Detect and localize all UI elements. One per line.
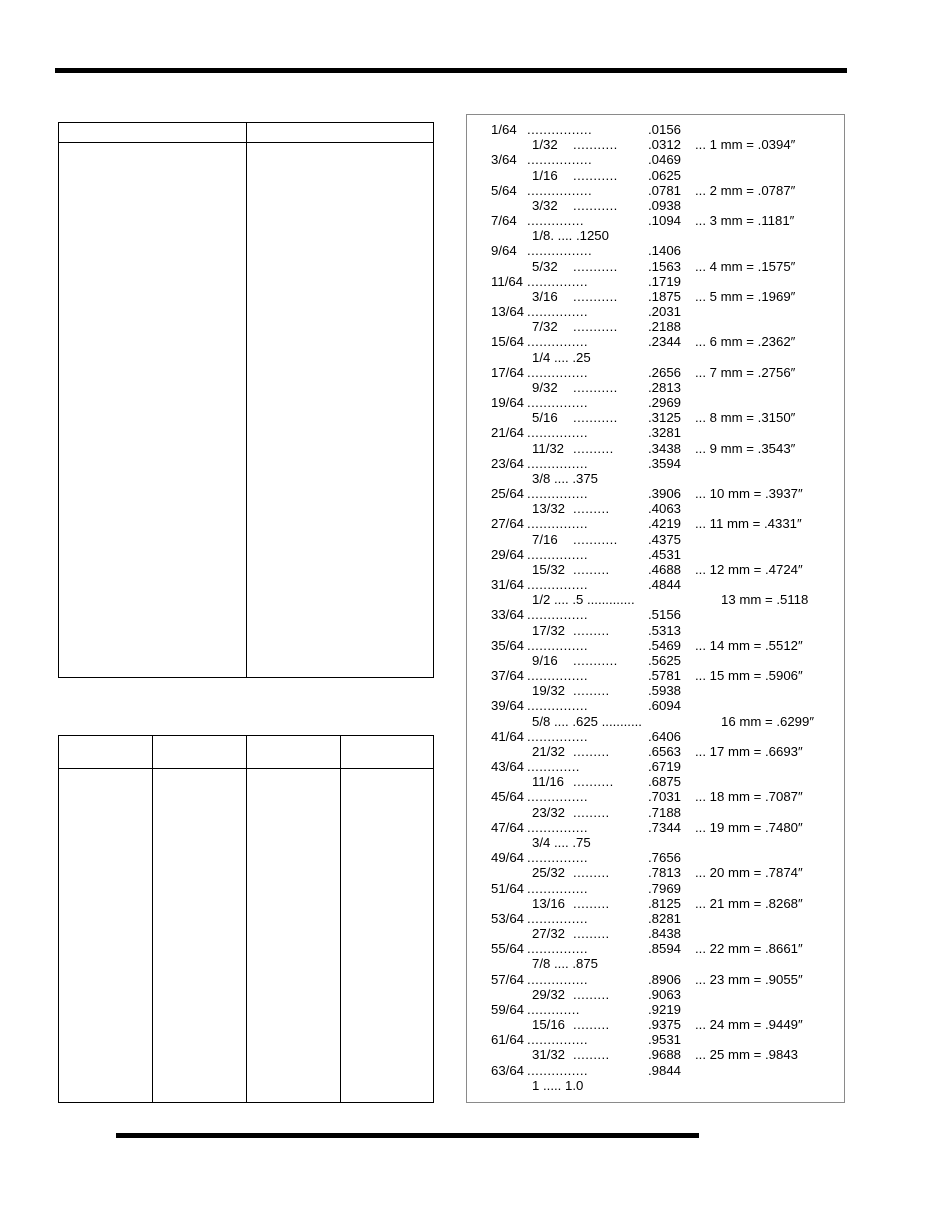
dot-leader: ......... bbox=[573, 986, 610, 1002]
conversion-row bbox=[467, 486, 844, 502]
millimeter-equivalent: 13 mm = .5118 bbox=[721, 592, 809, 608]
decimal-value: .7188 bbox=[648, 804, 682, 820]
conversion-row bbox=[467, 152, 844, 168]
dot-leader: ............... bbox=[527, 880, 588, 896]
conversion-row bbox=[467, 350, 844, 366]
fraction-label: 49/64 bbox=[491, 850, 525, 866]
dot-leader: ................ bbox=[527, 152, 593, 168]
fraction-label: 53/64 bbox=[491, 910, 525, 926]
decimal-value: .5938 bbox=[648, 683, 682, 699]
dot-leader: .............. bbox=[527, 213, 584, 229]
fraction-label: 3/4 .... .75 bbox=[532, 834, 591, 850]
fraction-label: 31/64 bbox=[491, 577, 525, 593]
conversion-row bbox=[467, 850, 844, 866]
conversion-row bbox=[467, 380, 844, 396]
blank-table-two-column bbox=[58, 122, 434, 678]
decimal-value: .6875 bbox=[648, 774, 682, 790]
millimeter-equivalent: ... 5 mm = .1969″ bbox=[695, 288, 796, 304]
fraction-label: 61/64 bbox=[491, 1032, 525, 1048]
conversion-row bbox=[467, 1032, 844, 1048]
decimal-value: .8594 bbox=[648, 941, 682, 957]
conversion-row bbox=[467, 1078, 844, 1094]
decimal-value: .2969 bbox=[648, 395, 682, 411]
conversion-row bbox=[467, 334, 844, 350]
conversion-row bbox=[467, 304, 844, 320]
fraction-label: 17/64 bbox=[491, 364, 525, 380]
decimal-value: .2188 bbox=[648, 319, 682, 335]
dot-leader: ......... bbox=[573, 622, 610, 638]
decimal-value: .5781 bbox=[648, 668, 682, 684]
dot-leader: ............... bbox=[527, 728, 588, 744]
conversion-row bbox=[467, 259, 844, 275]
conversion-row bbox=[467, 122, 844, 138]
conversion-row bbox=[467, 820, 844, 836]
dot-leader: ............... bbox=[527, 334, 588, 350]
dot-leader: ............... bbox=[527, 516, 588, 532]
decimal-value: .0469 bbox=[648, 152, 682, 168]
dot-leader: ............. bbox=[527, 1001, 580, 1017]
dot-leader: ............... bbox=[527, 789, 588, 805]
dot-leader: ............... bbox=[527, 910, 588, 926]
dot-leader: ........... bbox=[573, 319, 618, 335]
conversion-row bbox=[467, 532, 844, 548]
dot-leader: ............... bbox=[527, 850, 588, 866]
conversion-row bbox=[467, 729, 844, 745]
decimal-value: .3594 bbox=[648, 455, 682, 471]
fraction-label: 57/64 bbox=[491, 971, 525, 987]
dot-leader: ......... bbox=[573, 895, 610, 911]
conversion-row bbox=[467, 972, 844, 988]
conversion-row bbox=[467, 789, 844, 805]
fraction-label: 63/64 bbox=[491, 1062, 525, 1078]
dot-leader: ............... bbox=[527, 668, 588, 684]
column-divider bbox=[246, 123, 247, 677]
conversion-row bbox=[467, 168, 844, 184]
decimal-value: .9063 bbox=[648, 986, 682, 1002]
fraction-label: 23/64 bbox=[491, 455, 525, 471]
fraction-label: 39/64 bbox=[491, 698, 525, 714]
conversion-row bbox=[467, 865, 844, 881]
fraction-label: 21/64 bbox=[491, 425, 525, 441]
dot-leader: ........... bbox=[573, 197, 618, 213]
dot-leader: ............. bbox=[527, 759, 580, 775]
dot-leader: ......... bbox=[573, 683, 610, 699]
fraction-label: 15/16 bbox=[532, 1017, 566, 1033]
fraction-label: 55/64 bbox=[491, 941, 525, 957]
fraction-label: 43/64 bbox=[491, 759, 525, 775]
decimal-value: .1875 bbox=[648, 288, 682, 304]
conversion-row bbox=[467, 683, 844, 699]
fraction-label: 45/64 bbox=[491, 789, 525, 805]
decimal-value: .7031 bbox=[648, 789, 682, 805]
conversion-row bbox=[467, 926, 844, 942]
conversion-row bbox=[467, 774, 844, 790]
decimal-value: .9531 bbox=[648, 1032, 682, 1048]
millimeter-equivalent: ... 9 mm = .3543″ bbox=[695, 440, 796, 456]
fraction-label: 5/16 bbox=[532, 410, 558, 426]
conversion-row bbox=[467, 1002, 844, 1018]
millimeter-equivalent: ... 20 mm = .7874″ bbox=[695, 865, 803, 881]
dot-leader: ........... bbox=[573, 288, 618, 304]
millimeter-equivalent: ... 22 mm = .8661″ bbox=[695, 941, 803, 957]
conversion-row bbox=[467, 137, 844, 153]
millimeter-equivalent: ... 6 mm = .2362″ bbox=[695, 334, 796, 350]
decimal-value: .8125 bbox=[648, 895, 682, 911]
conversion-row bbox=[467, 1047, 844, 1063]
conversion-row bbox=[467, 547, 844, 563]
millimeter-equivalent: ... 25 mm = .9843 bbox=[695, 1047, 798, 1063]
decimal-value: .4844 bbox=[648, 577, 682, 593]
decimal-value: .4688 bbox=[648, 561, 682, 577]
conversion-row bbox=[467, 653, 844, 669]
decimal-value: .1719 bbox=[648, 273, 682, 289]
decimal-value: .8438 bbox=[648, 926, 682, 941]
conversion-row bbox=[467, 183, 844, 199]
fraction-label: 7/32 bbox=[532, 319, 558, 335]
dot-leader: ............... bbox=[527, 546, 588, 562]
dot-leader: ............... bbox=[527, 273, 588, 289]
fraction-label: 1/4 .... .25 bbox=[532, 349, 591, 365]
dot-leader: ........... bbox=[573, 137, 618, 153]
fraction-label: 25/32 bbox=[532, 865, 566, 881]
dot-leader: ........... bbox=[573, 167, 618, 183]
decimal-value: .1406 bbox=[648, 243, 682, 259]
blank-table-four-column bbox=[58, 735, 434, 1103]
conversion-row bbox=[467, 365, 844, 381]
decimal-value: .9219 bbox=[648, 1001, 682, 1017]
decimal-value: .0625 bbox=[648, 167, 682, 183]
fraction-label: 7/16 bbox=[532, 531, 558, 547]
fraction-label: 7/8 .... .875 bbox=[532, 956, 598, 972]
fraction-label: 29/32 bbox=[532, 986, 566, 1002]
dot-leader: ............... bbox=[527, 637, 588, 653]
dot-leader: ......... bbox=[573, 804, 610, 820]
decimal-value: .3906 bbox=[648, 486, 682, 502]
millimeter-equivalent: ... 8 mm = .3150″ bbox=[695, 410, 796, 426]
fraction-label: 41/64 bbox=[491, 728, 525, 744]
dot-leader: ............... bbox=[527, 1032, 588, 1048]
column-divider bbox=[340, 736, 341, 1102]
fraction-label: 1/16 bbox=[532, 167, 558, 183]
fraction-label: 5/64 bbox=[491, 182, 517, 198]
conversion-row bbox=[467, 410, 844, 426]
decimal-value: .9844 bbox=[648, 1062, 682, 1078]
fraction-label: 1/2 .... .5 ............. bbox=[532, 592, 635, 608]
fraction-label: 17/32 bbox=[532, 622, 566, 638]
conversion-row bbox=[467, 198, 844, 214]
decimal-value: .3438 bbox=[648, 440, 682, 456]
fraction-label: 1/8. .... .1250 bbox=[532, 228, 609, 244]
column-divider bbox=[152, 736, 153, 1102]
dot-leader: ......... bbox=[573, 501, 610, 517]
fraction-label: 5/32 bbox=[532, 258, 558, 274]
decimal-value: .3125 bbox=[648, 410, 682, 426]
millimeter-equivalent: ... 4 mm = .1575″ bbox=[695, 258, 796, 274]
dot-leader: .......... bbox=[573, 774, 614, 790]
conversion-row bbox=[467, 698, 844, 714]
conversion-row bbox=[467, 516, 844, 532]
fraction-label: 33/64 bbox=[491, 607, 525, 623]
decimal-value: .4531 bbox=[648, 546, 682, 562]
decimal-value: .2656 bbox=[648, 364, 682, 380]
millimeter-equivalent: ... 17 mm = .6693″ bbox=[695, 743, 803, 759]
dot-leader: ............... bbox=[527, 1062, 588, 1078]
dot-leader: ............... bbox=[527, 395, 588, 411]
dot-leader: ......... bbox=[573, 865, 610, 881]
decimal-value: .0938 bbox=[648, 197, 682, 213]
fraction-label: 13/16 bbox=[532, 895, 566, 911]
conversion-row bbox=[467, 835, 844, 851]
millimeter-equivalent: ... 10 mm = .3937″ bbox=[695, 486, 803, 502]
dot-leader: ............... bbox=[527, 486, 588, 502]
dot-leader: ......... bbox=[573, 926, 610, 941]
fraction-label: 59/64 bbox=[491, 1001, 525, 1017]
fraction-label: 15/32 bbox=[532, 561, 566, 577]
decimal-value: .3281 bbox=[648, 425, 682, 441]
dot-leader: ............... bbox=[527, 304, 588, 320]
fraction-label: 51/64 bbox=[491, 880, 525, 896]
fraction-label: 19/64 bbox=[491, 395, 525, 411]
conversion-row bbox=[467, 744, 844, 760]
conversion-row bbox=[467, 638, 844, 654]
fraction-label: 11/16 bbox=[532, 774, 565, 790]
conversion-row bbox=[467, 213, 844, 229]
dot-leader: ................ bbox=[527, 182, 593, 198]
millimeter-equivalent: ... 19 mm = .7480″ bbox=[695, 819, 803, 835]
fraction-label: 23/32 bbox=[532, 804, 566, 820]
decimal-value: .1563 bbox=[648, 258, 682, 274]
decimal-value: .2344 bbox=[648, 334, 682, 350]
decimal-value: .0156 bbox=[648, 122, 682, 137]
fraction-label: 9/16 bbox=[532, 652, 558, 668]
fraction-label: 15/64 bbox=[491, 334, 525, 350]
decimal-value: .7969 bbox=[648, 880, 682, 896]
dot-leader: ............... bbox=[527, 364, 588, 380]
fraction-label: 25/64 bbox=[491, 486, 525, 502]
fraction-label: 13/32 bbox=[532, 501, 566, 517]
decimal-value: .7656 bbox=[648, 850, 682, 866]
column-divider bbox=[246, 736, 247, 1102]
conversion-row bbox=[467, 759, 844, 775]
dot-leader: ............... bbox=[527, 819, 588, 835]
conversion-row bbox=[467, 319, 844, 335]
millimeter-equivalent: ... 3 mm = .1181″ bbox=[695, 213, 795, 229]
conversion-row bbox=[467, 501, 844, 517]
dot-leader: ............... bbox=[527, 941, 588, 957]
dot-leader: ............... bbox=[527, 607, 588, 623]
millimeter-equivalent: ... 12 mm = .4724″ bbox=[695, 561, 803, 577]
fraction-label: 27/32 bbox=[532, 926, 566, 941]
conversion-row bbox=[467, 425, 844, 441]
fraction-label: 7/64 bbox=[491, 213, 517, 229]
millimeter-equivalent: ... 11 mm = .4331″ bbox=[695, 516, 802, 532]
bottom-rule bbox=[116, 1133, 699, 1138]
dot-leader: ............... bbox=[527, 425, 588, 441]
conversion-row bbox=[467, 714, 844, 730]
fraction-label: 3/16 bbox=[532, 288, 558, 304]
millimeter-equivalent: ... 18 mm = .7087″ bbox=[695, 789, 803, 805]
decimal-value: .6563 bbox=[648, 743, 682, 759]
fraction-label: 3/8 .... .375 bbox=[532, 470, 598, 486]
conversion-row bbox=[467, 274, 844, 290]
dot-leader: ................ bbox=[527, 243, 593, 259]
millimeter-equivalent: ... 24 mm = .9449″ bbox=[695, 1017, 803, 1033]
fraction-label: 1/64 bbox=[491, 122, 517, 137]
fraction-label: 27/64 bbox=[491, 516, 525, 532]
dot-leader: ............... bbox=[527, 577, 588, 593]
fraction-label: 9/32 bbox=[532, 379, 558, 395]
decimal-value: .4375 bbox=[648, 531, 682, 547]
decimal-value: .8906 bbox=[648, 971, 682, 987]
decimal-value: .8281 bbox=[648, 910, 682, 926]
dot-leader: ........... bbox=[573, 531, 618, 547]
conversion-row bbox=[467, 592, 844, 608]
dot-leader: ......... bbox=[573, 743, 610, 759]
decimal-value: .1094 bbox=[648, 213, 682, 229]
fraction-label: 29/64 bbox=[491, 546, 525, 562]
conversion-row bbox=[467, 1017, 844, 1033]
decimal-value: .7813 bbox=[648, 865, 682, 881]
conversion-row bbox=[467, 956, 844, 972]
decimal-value: .6406 bbox=[648, 728, 682, 744]
decimal-value: .5469 bbox=[648, 637, 682, 653]
dot-leader: ......... bbox=[573, 1047, 610, 1063]
conversion-row bbox=[467, 228, 844, 244]
conversion-row bbox=[467, 395, 844, 411]
millimeter-equivalent: ... 7 mm = .2756″ bbox=[695, 364, 796, 380]
conversion-row bbox=[467, 243, 844, 259]
dot-leader: ......... bbox=[573, 561, 610, 577]
millimeter-equivalent: ... 21 mm = .8268″ bbox=[695, 895, 803, 911]
decimal-value: .5313 bbox=[648, 622, 682, 638]
millimeter-equivalent: ... 15 mm = .5906″ bbox=[695, 668, 803, 684]
millimeter-equivalent: ... 14 mm = .5512″ bbox=[695, 637, 803, 653]
decimal-value: .7344 bbox=[648, 819, 682, 835]
conversion-row bbox=[467, 941, 844, 957]
conversion-row bbox=[467, 456, 844, 472]
millimeter-equivalent: ... 23 mm = .9055″ bbox=[695, 971, 803, 987]
fraction-label: 11/64 bbox=[491, 273, 524, 289]
fraction-label: 35/64 bbox=[491, 637, 525, 653]
dot-leader: ............... bbox=[527, 698, 588, 714]
conversion-row bbox=[467, 623, 844, 639]
conversion-row bbox=[467, 562, 844, 578]
decimal-equivalent-chart bbox=[466, 114, 845, 1103]
decimal-value: .9375 bbox=[648, 1017, 682, 1033]
dot-leader: ........... bbox=[573, 652, 618, 668]
decimal-value: .5156 bbox=[648, 607, 682, 623]
conversion-row bbox=[467, 668, 844, 684]
dot-leader: ............... bbox=[527, 971, 588, 987]
conversion-row bbox=[467, 441, 844, 457]
fraction-label: 9/64 bbox=[491, 243, 517, 259]
fraction-label: 19/32 bbox=[532, 683, 566, 699]
conversion-row bbox=[467, 896, 844, 912]
fraction-label: 3/64 bbox=[491, 152, 517, 168]
dot-leader: ........... bbox=[573, 410, 618, 426]
decimal-value: .4219 bbox=[648, 516, 682, 532]
fraction-label: 1 ..... 1.0 bbox=[532, 1077, 584, 1093]
fraction-label: 37/64 bbox=[491, 668, 525, 684]
decimal-value: .6719 bbox=[648, 759, 682, 775]
conversion-row bbox=[467, 607, 844, 623]
fraction-label: 47/64 bbox=[491, 819, 525, 835]
decimal-value: .0781 bbox=[648, 182, 682, 198]
fraction-label: 21/32 bbox=[532, 743, 566, 759]
decimal-value: .4063 bbox=[648, 501, 682, 517]
conversion-row bbox=[467, 577, 844, 593]
fraction-label: 5/8 .... .625 ........... bbox=[532, 713, 642, 729]
fraction-label: 1/32 bbox=[532, 137, 558, 153]
decimal-value: .0312 bbox=[648, 137, 682, 153]
decimal-value: .2031 bbox=[648, 304, 682, 320]
dot-leader: ............... bbox=[527, 455, 588, 471]
conversion-row bbox=[467, 1063, 844, 1079]
decimal-value: .6094 bbox=[648, 698, 682, 714]
conversion-row bbox=[467, 289, 844, 305]
conversion-row bbox=[467, 471, 844, 487]
dot-leader: ........... bbox=[573, 258, 618, 274]
conversion-row bbox=[467, 911, 844, 927]
millimeter-equivalent: ... 1 mm = .0394″ bbox=[695, 137, 796, 153]
millimeter-equivalent: ... 2 mm = .0787″ bbox=[695, 182, 796, 198]
dot-leader: ......... bbox=[573, 1017, 610, 1033]
dot-leader: ........... bbox=[573, 379, 618, 395]
fraction-label: 13/64 bbox=[491, 304, 525, 320]
millimeter-equivalent: 16 mm = .6299″ bbox=[721, 713, 815, 729]
fraction-label: 31/32 bbox=[532, 1047, 566, 1063]
decimal-value: .5625 bbox=[648, 652, 682, 668]
dot-leader: ................ bbox=[527, 122, 593, 137]
conversion-row bbox=[467, 805, 844, 821]
fraction-label: 3/32 bbox=[532, 197, 558, 213]
conversion-row bbox=[467, 881, 844, 897]
decimal-value: .9688 bbox=[648, 1047, 682, 1063]
decimal-value: .2813 bbox=[648, 379, 682, 395]
dot-leader: .......... bbox=[573, 440, 614, 456]
conversion-row bbox=[467, 987, 844, 1003]
fraction-label: 11/32 bbox=[532, 440, 565, 456]
top-rule bbox=[55, 68, 847, 73]
